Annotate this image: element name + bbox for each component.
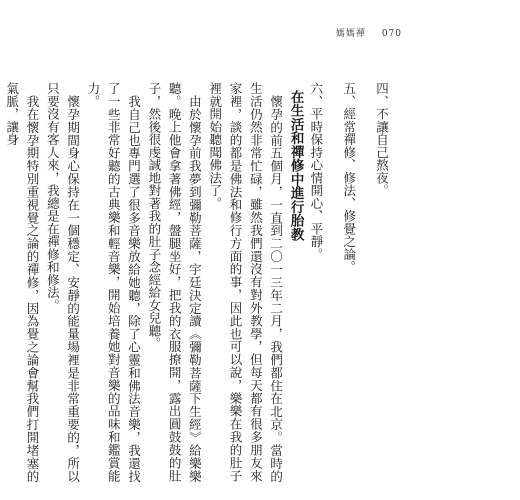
list-item: 五、經常禪修、修法、修覺之論。 (341, 82, 357, 274)
book-title: 媽媽禪 (335, 29, 366, 39)
vertical-body-text (4, 82, 404, 482)
paragraph: 懷孕期間身心保持在一個穩定、安靜的能量場裡是非常重要的，所以只要沒有客人來，我總是在禪修和修法。 (45, 82, 81, 482)
page-number: 070 (381, 29, 402, 39)
paragraph: 由於懷孕前我夢到彌勒菩薩，宇廷決定讀《彌勒菩薩下生經》給樂樂聽。晚上他會拿著佛經，盤腿坐好，把我的衣服撩開，露出圓鼓鼓的肚子，然後很虔誠地對著我的肚子念經給女兒聽。 (146, 82, 203, 482)
running-header (336, 26, 402, 39)
paragraph: 我在懷孕期特別重視覺之論的禪修，因為覺之論會幫我們打開堵塞的氣脈，讓身 (4, 82, 41, 482)
list-item: 六、平時保持心情開心、平靜。 (308, 82, 324, 261)
paragraph: 我自己也專門選了很多音樂放給她聽，除了心靈和佛法音樂，我還找了一些非常好聽的古典樂和輕音樂，開始培養她對音樂的品味和鑑賞能力。 (85, 82, 142, 482)
list-item: 四、不讓自己熬夜。 (374, 82, 390, 197)
paragraph: 懷孕的前五個月，一直到二〇一三年二月，我們都住在北京。當時的生活仍然非常忙碌，雖然我們還沒有對外教學，但每天都有很多朋友來家裡，談的都是佛法和修行方面的事，因此也可以說，樂樂在我的肚子裡就開始聽聞佛法了。 (207, 82, 284, 482)
section-heading: 在生活和禪修中進行胎教 (287, 90, 304, 242)
